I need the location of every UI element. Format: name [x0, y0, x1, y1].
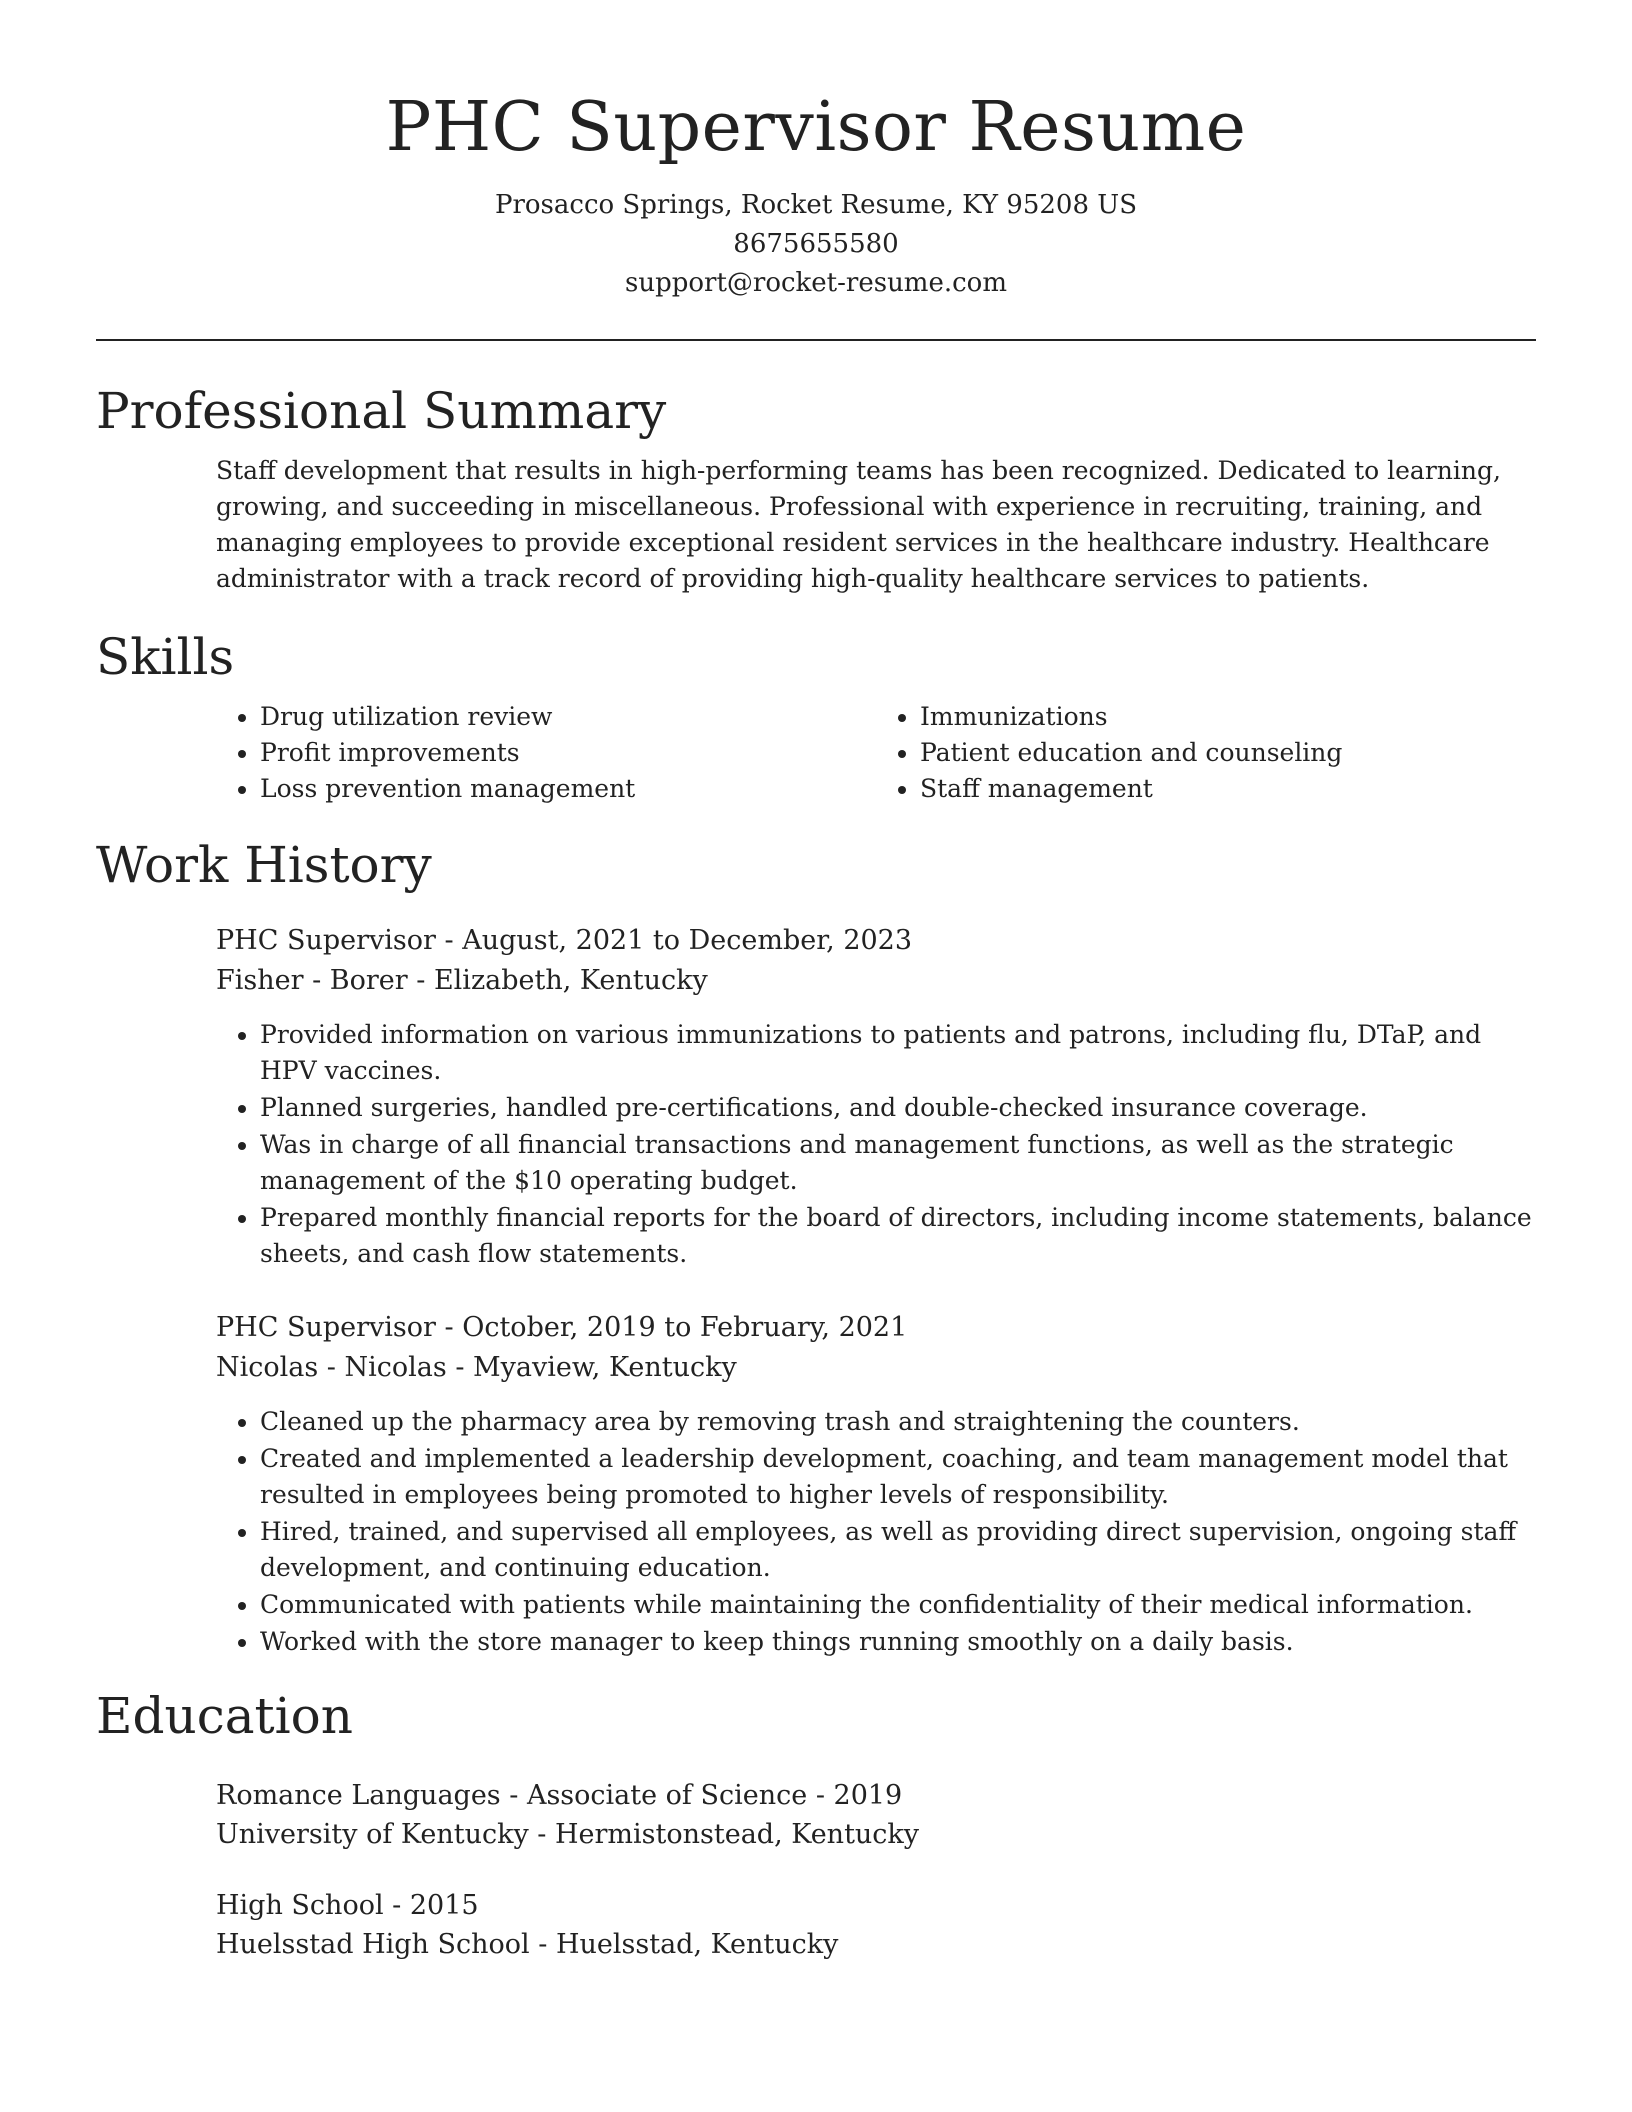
job-role: PHC Supervisor - October, 2019 to February, 2021: [216, 1312, 908, 1343]
job-company: Nicolas - Nicolas - Myaview, Kentucky: [216, 1352, 737, 1383]
contact-phone: 8675655580: [733, 229, 899, 259]
job-bullets: [216, 1404, 1536, 1660]
resume-title: PHC Supervisor Resume: [385, 88, 1247, 167]
education-degree: High School - 2015: [216, 1890, 479, 1921]
job-entry: [216, 1308, 1536, 1660]
contact-block: [96, 186, 1536, 303]
education-entry: [216, 1886, 1536, 1964]
job-role: PHC Supervisor - August, 2021 to December, 2023: [216, 925, 913, 956]
work-history-heading: Work History: [96, 836, 432, 894]
summary-text: Staff development that results in high-performing teams has been recognized. Dedicated to learning, growing, and succeeding in miscellaneous. Professional with experience in recruiting, training, and managing employees to provide exceptional resident services in the healthcare industry. Healthcare administrator with a track record of providing high-quality healthcare services to patients.: [216, 456, 1501, 593]
job-bullet: • Prepared monthly financial reports for the board of directors, including income statements, balance sheets, and cash flow statements.: [260, 1200, 1536, 1272]
job-bullet: • Created and implemented a leadership development, coaching, and team management model that resulted in employees being promoted to higher levels of responsibility.: [260, 1441, 1536, 1513]
skills-heading: Skills: [96, 628, 235, 686]
education-entry: [216, 1776, 1536, 1854]
skills-column-left: [216, 699, 876, 807]
job-bullet: • Worked with the store manager to keep things running smoothly on a daily basis.: [260, 1624, 1536, 1660]
skill-item: • Drug utilization review: [260, 699, 876, 735]
contact-address: Prosacco Springs, Rocket Resume, KY 95208 US: [494, 190, 1138, 220]
skill-item: • Staff management: [920, 771, 1536, 807]
skills-column-right: [876, 699, 1536, 807]
resume-header: [96, 0, 1536, 303]
job-bullet: • Was in charge of all financial transactions and management functions, as well as the strategic management of the $10 operating budget.: [260, 1127, 1536, 1199]
job-bullet: • Cleaned up the pharmacy area by removing trash and straightening the counters.: [260, 1404, 1536, 1440]
skill-item: • Profit improvements: [260, 735, 876, 771]
education-school: University of Kentucky - Hermistonstead, Kentucky: [216, 1819, 920, 1850]
job-bullet: • Planned surgeries, handled pre-certifications, and double-checked insurance coverage.: [260, 1090, 1536, 1126]
education-heading: Education: [96, 1687, 353, 1745]
education-degree: Romance Languages - Associate of Science - 2019: [216, 1780, 903, 1811]
header-divider: [96, 339, 1536, 341]
job-company: Fisher - Borer - Elizabeth, Kentucky: [216, 965, 708, 996]
job-bullet: • Communicated with patients while maintaining the confidentiality of their medical information.: [260, 1587, 1536, 1623]
skill-item: • Immunizations: [920, 699, 1536, 735]
summary-heading: Professional Summary: [96, 382, 667, 440]
job-bullet: • Provided information on various immunizations to patients and patrons, including flu, DTaP, and HPV vaccines.: [260, 1017, 1536, 1089]
job-bullet: • Hired, trained, and supervised all employees, as well as providing direct supervision, ongoing staff development, and continuing education.: [260, 1514, 1536, 1586]
resume-page: [96, 0, 1536, 1964]
skill-item: • Patient education and counseling: [920, 735, 1536, 771]
skill-item: • Loss prevention management: [260, 771, 876, 807]
contact-email: support@rocket-resume.com: [624, 268, 1007, 298]
education-school: Huelsstad High School - Huelsstad, Kentucky: [216, 1929, 839, 1960]
job-bullets: [216, 1017, 1536, 1272]
skills-list: [216, 699, 1536, 807]
job-entry: [216, 921, 1536, 1272]
